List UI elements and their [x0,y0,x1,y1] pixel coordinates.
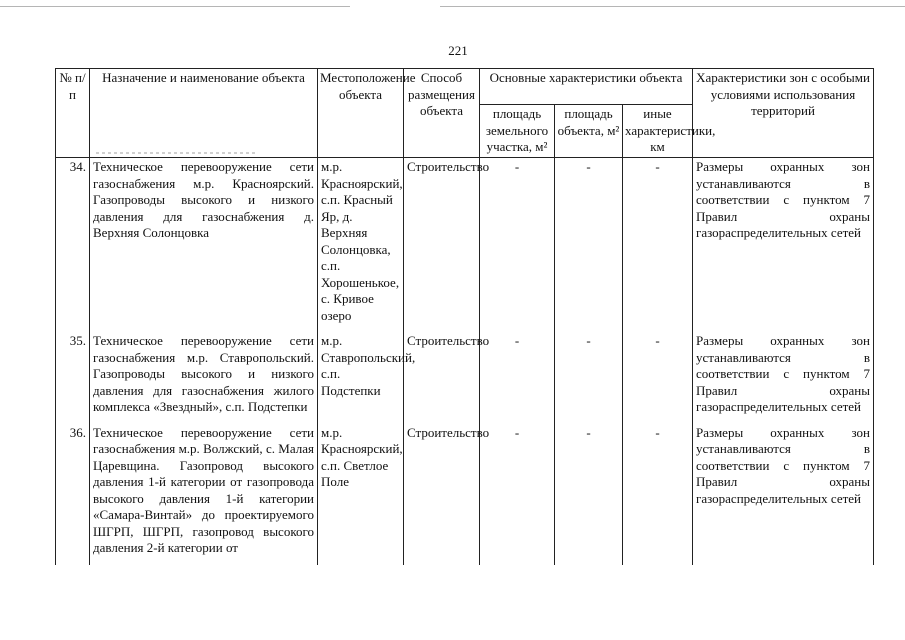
other-characteristics-value: - [623,424,693,565]
object-location: м.р. Ставропольский, с.п. Подстепки [318,332,404,424]
table-row [56,424,874,565]
header-num: № п/п [56,69,90,158]
scan-edge-line-left [0,6,350,7]
object-area-value: - [555,332,623,424]
object-location: м.р. Красноярский, с.п. Светлое Поле [318,424,404,565]
page-number: 221 [448,43,468,58]
header-method: Способ размещения объекта [404,69,480,158]
header-name: Назначение и наименование объекта [90,69,318,158]
header-area-land: площадь земельного участка, м² [480,105,555,158]
table-row [56,158,874,333]
other-characteristics-value: - [623,332,693,424]
land-area-value: - [480,332,555,424]
placement-method: Строительство [404,424,480,565]
object-area-value: - [555,158,623,333]
zone-characteristics: Размеры охранных зон устанавливаются в соответствии с пунктом 7 Правил охраны газораспределительных сетей [693,424,874,565]
table-row [56,332,874,424]
header-main-characteristics: Основные характеристики объекта [480,69,693,105]
header-location: Местоположение объекта [318,69,404,158]
header-other-characteristics: иные характеристики, км [623,105,693,158]
header-area-object: площадь объекта, м² [555,105,623,158]
object-location: м.р. Красноярский, с.п. Красный Яр, д. Верхняя Солонцовка, с.п. Хорошенькое, с. Кривое озеро [318,158,404,333]
zone-characteristics: Размеры охранных зон устанавливаются в соответствии с пунктом 7 Правил охраны газораспределительных сетей [693,332,874,424]
land-area-value: - [480,424,555,565]
zone-characteristics: Размеры охранных зон устанавливаются в соответствии с пунктом 7 Правил охраны газораспределительных сетей [693,158,874,333]
row-number: 35. [56,332,90,424]
object-name: Техническое перевооружение сети газоснабжения м.р. Красноярский. Газопроводы высокого и низкого давления для газоснабжения д. Верхняя Солонцовка [90,158,318,333]
placement-method: Строительство [404,332,480,424]
header-zones: Характеристики зон с особыми условиями использования территорий [693,69,874,158]
object-area-value: - [555,424,623,565]
land-area-value: - [480,158,555,333]
row-number: 36. [56,424,90,565]
objects-table [55,68,874,565]
placement-method: Строительство [404,158,480,333]
object-name: Техническое перевооружение сети газоснабжения м.р. Ставропольский. Газопроводы высокого и низкого давления для газоснабжения жилого комплекса «Звездный», с.п. Подстепки [90,332,318,424]
row-number: 34. [56,158,90,333]
faint-scan-mark [96,152,256,154]
scan-edge-line-right [440,6,905,7]
other-characteristics-value: - [623,158,693,333]
object-name: Техническое перевооружение сети газоснабжения м.р. Волжский, с. Малая Царевщина. Газопровод высокого давления 1-й категории от газопровода высокого давления 1-й категории «Самара-Винтай» до проектируемого ШГРП, ШГРП, газопровод высокого давления 2-й категории от [90,424,318,565]
table-header-row [56,69,874,105]
